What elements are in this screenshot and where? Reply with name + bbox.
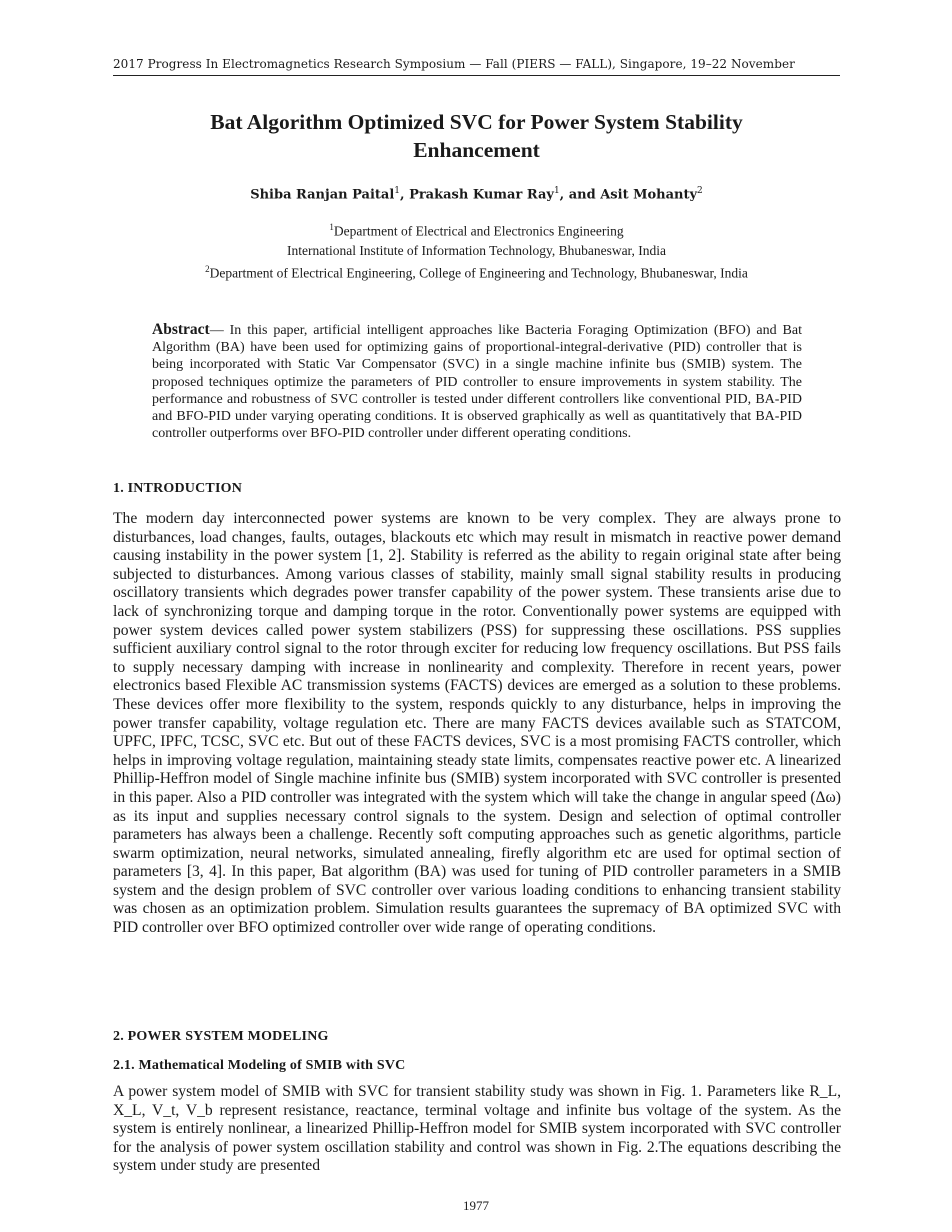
page-number: 1977 bbox=[463, 1198, 489, 1213]
introduction-body: The modern day interconnected power systems are known to be very complex. They are always prone to disturbances, load changes, faults, outages, blackouts etc which may result in mismatch in reactive power demand causing instability in the power system [1, 2]. Stability is referred as the ability to regain original state after being subjected to disturbances. Among various classes of stability, mainly small signal stability results in producing oscillatory transients which degrades power transfer capability of the power system. These transients arise due to lack of synchronizing torque and damping torque in the rotor. Conventionally power systems are equipped with power system devices called power system stabilizers (PSS) for suppressing these oscillations. PSS supplies sufficient auxiliary control signal to the rotor through exciter for reducing low frequency oscillations. But PSS fails to supply necessary damping with increase in nonlinearity and complexity. Therefore in recent years, power electronics based Flexible AC transmission systems (FACTS) devices are emerged as a solution to these problems. These devices offer more flexibility to the system, responds quickly to any disturbance, helps in improving the power transfer capability, voltage regulation etc. There are many FACTS devices available such as STATCOM, UPFC, IPFC, TCSC, SVC etc. But out of these FACTS devices, SVC is a most promising FACTS controller, which helps in improving voltage regulation, maintaining steady state limits, compensates reactive power etc. A linearized Phillip-Heffron model of Single machine infinite bus (SMIB) system incorporated with SVC controller is presented in this paper. Also a PID controller was integrated with the system which will take the change in angular speed (Δω) as its input and supplies necessary control signals to the system. Design and selection of optimal controller parameters has always been a challenge. Recently soft computing approaches such as genetic algorithms, particle swarm optimization, neural networks, simulated annealing, firefly algorithm etc are used for optimal section of parameters [3, 4]. In this paper, Bat algorithm (BA) was used for tuning of PID controller parameters in a SMIB system and the design problem of SVC controller over various loading conditions to enhancing transient stability was chosen as an optimization problem. Simulation results guarantees the supremacy of BA optimized SVC with PID controller over BFO optimized controller over wide range of operating conditions. bbox=[113, 510, 841, 937]
affiliation-2-mark: 2 bbox=[205, 263, 210, 274]
abstract bbox=[152, 321, 802, 442]
section-heading-modeling: 2. POWER SYSTEM MODELING bbox=[113, 1029, 329, 1044]
title-line-2: Enhancement bbox=[413, 138, 540, 162]
smib-body: A power system model of SMIB with SVC for transient stability study was shown in Fig. 1. Parameters like R_L, X_L, V_t, V_b represent resistance, reactance, terminal voltage and infinite bus voltage of the system. As the system is entirely nonlinear, a linearized Phillip-Heffron model for SMIB system incorporated with SVC controller for the analysis of power system oscillation stability and control was shown in Fig. 2.The equations describing the system under study are presented bbox=[113, 1083, 841, 1175]
section-heading-introduction: 1. INTRODUCTION bbox=[113, 481, 243, 496]
title-line-1: Bat Algorithm Optimized SVC for Power System Stability bbox=[210, 110, 743, 134]
author-separator-2: , and bbox=[559, 187, 601, 203]
author-2-affil-mark: 1 bbox=[553, 186, 560, 196]
author-3: Asit Mohanty bbox=[600, 187, 698, 203]
subsection-heading-smib: 2.1. Mathematical Modeling of SMIB with SVC bbox=[113, 1058, 406, 1073]
running-head: 2017 Progress In Electromagnetics Research Symposium — Fall (PIERS — FALL), Singapore, 19–22 November bbox=[113, 57, 795, 71]
affiliation-1 bbox=[113, 218, 840, 241]
abstract-text: — In this paper, artificial intelligent approaches like Bacteria Foraging Optimization (BFO) and Bat Algorithm (BA) have been used for optimizing gains of proportional-integral-derivative (PID) controller that is being incorporated with Static Var Compensator (SVC) in a single machine infinite bus (SMIB) system. The proposed techniques optimize the parameters of PID controller to ensure improvements in system stability. The performance and robustness of SVC controller is tested under different controllers like conventional PID, BA-PID and BFO-PID under varying operating conditions. It is observed graphically as well as quantitatively that BA-PID controller outperforms over BFO-PID controller under different operating conditions. bbox=[152, 323, 802, 442]
author-1: Shiba Ranjan Paital bbox=[250, 187, 395, 203]
abstract-label: Abstract bbox=[152, 321, 210, 338]
affiliation-1-text: Department of Electrical and Electronics Engineering bbox=[333, 223, 624, 239]
affiliation-1-institute: International Institute of Information Technology, Bhubaneswar, India bbox=[286, 242, 667, 258]
affiliation-2 bbox=[113, 260, 840, 283]
author-list bbox=[113, 186, 840, 202]
author-3-affil-mark: 2 bbox=[697, 186, 703, 196]
header-rule bbox=[113, 75, 840, 76]
author-1-affil-mark: 1 bbox=[394, 186, 400, 196]
affiliations bbox=[113, 218, 840, 282]
author-separator-1: , bbox=[400, 187, 410, 203]
affiliation-1-mark: 1 bbox=[329, 222, 334, 232]
affiliation-2-text: Department of Electrical Engineering, College of Engineering and Technology, Bhubaneswar, India bbox=[209, 265, 748, 280]
author-2: Prakash Kumar Ray bbox=[409, 187, 554, 203]
paper-title bbox=[113, 108, 840, 164]
